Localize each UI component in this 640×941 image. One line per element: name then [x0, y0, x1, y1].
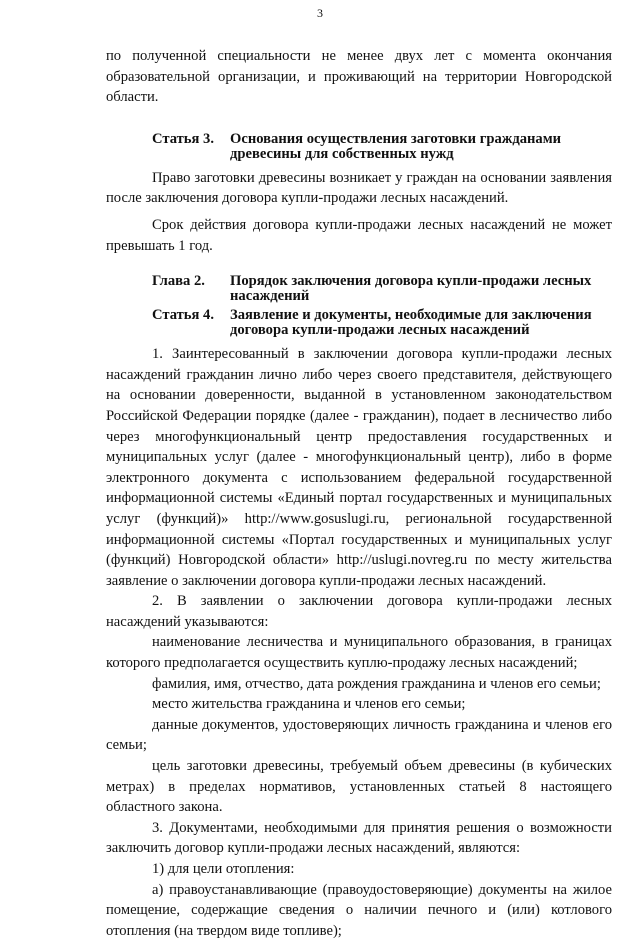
- article-3-title: Основания осуществления заготовки гражданами древесины для собственных нужд: [230, 130, 562, 162]
- list-item: фамилия, имя, отчество, дата рождения гражданина и членов его семьи;: [152, 675, 601, 692]
- article-3-heading: [106, 132, 612, 162]
- list-item: а) правоустанавливающие (правоудостоверяющие) документы на жилое помещение, содержащие сведения о наличии печного и (или) котлового отопления (на твердом виде топливе);: [106, 881, 612, 939]
- chapter-2-heading: [106, 274, 612, 304]
- article-4-heading: [106, 308, 612, 338]
- paragraph-continuation: по полученной специальности не менее двух лет с момента окончания образовательной организации, и проживающий на территории Новгородской области.: [106, 48, 612, 106]
- paragraph: 3. Документами, необходимыми для принятия решения о возможности заключить договор купли-продажи лесных насаждений, являются:: [106, 819, 612, 857]
- list-item: место жительства гражданина и членов его семьи;: [152, 696, 466, 713]
- paragraph: Срок действия договора купли-продажи лесных насаждений не может превышать 1 год.: [106, 216, 612, 254]
- paragraph: 2. В заявлении о заключении договора купли-продажи лесных насаждений указываются:: [106, 593, 612, 630]
- page-number: 3: [317, 6, 323, 20]
- article-4-title: Заявление и документы, необходимые для заключения договора купли-продажи лесных насаждений: [230, 307, 592, 339]
- paragraph: 1. Заинтересованный в заключении договора купли-продажи лесных насаждений гражданин лично либо через своего представителя, действующего на основании доверенности, выданной в установленном законодательством Российской Федерации порядке (далее - гражданин), подает в лесничество либо через многофункциональный центр предоставления государственных и муниципальных услуг (далее - многофункциональный центр), либо в форме электронного документа с использованием федеральной государственной информационной системы «Единый портал государственных и муниципальных услуг (функций)» http://www.gosuslugi.ru, региональной государственной информационной системы «Портал государственных и муниципальных услуг (функций) Новгородской области» http://uslugi.novreg.ru по месту жительства заявление о заключении договора купли-продажи лесных насаждений.: [106, 346, 612, 589]
- article-4-label: Статья 4.: [152, 307, 214, 324]
- list-item: цель заготовки древесины, требуемый объем древесины (в кубических метрах) в пределах нормативов, установленных статьей 8 настоящего областного закона.: [106, 758, 612, 816]
- paragraph: Право заготовки древесины возникает у граждан на основании заявления после заключения договора купли-продажи лесных насаждений.: [106, 169, 612, 207]
- article-3-label: Статья 3.: [152, 130, 214, 147]
- chapter-2-label: Глава 2.: [152, 273, 205, 290]
- list-item: наименование лесничества и муниципального образования, в границах которого предполагается осуществить куплю-продажу лесных насаждений;: [106, 634, 612, 672]
- list-item: 1) для цели отопления:: [152, 861, 295, 877]
- chapter-2-title: Порядок заключения договора купли-продажи лесных насаждений: [230, 273, 592, 305]
- document-body: [106, 46, 612, 941]
- list-item: данные документов, удостоверяющих личность гражданина и членов его семьи;: [106, 716, 612, 754]
